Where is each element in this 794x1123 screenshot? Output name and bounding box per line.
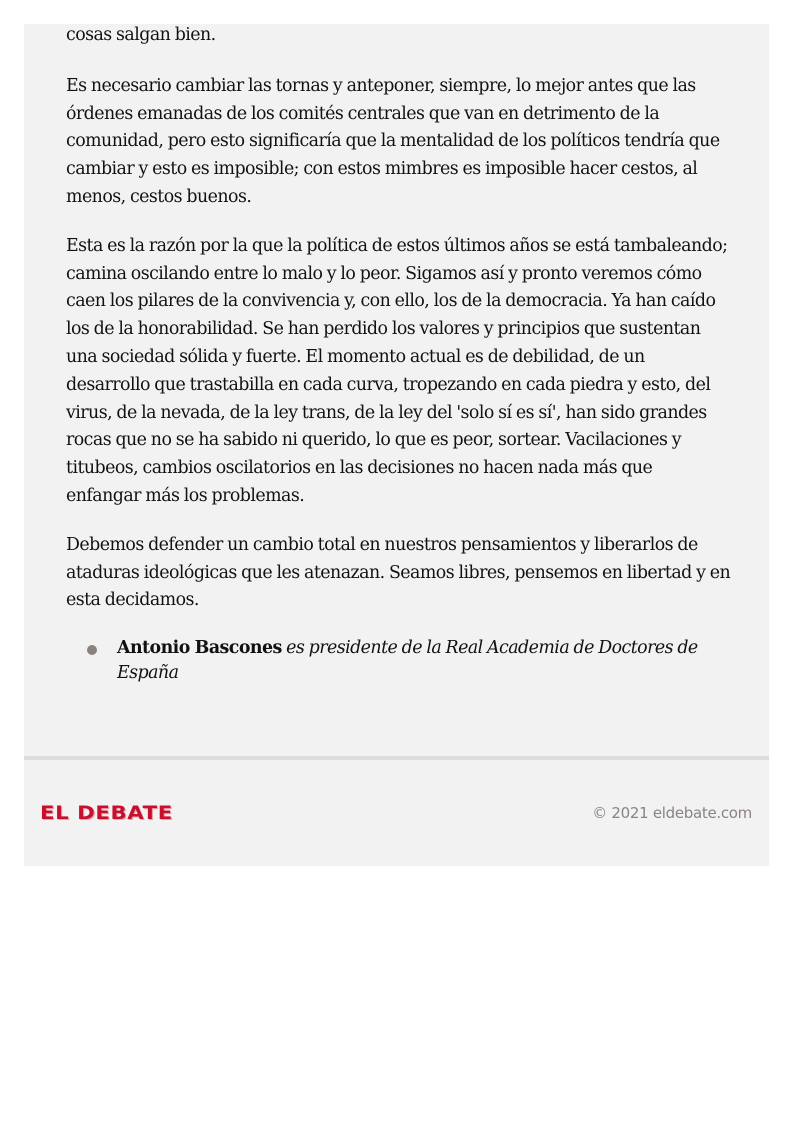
el-debate-logo[interactable]: EL DEBATE — [40, 802, 173, 824]
author-bio — [117, 636, 731, 686]
article-panel — [24, 24, 769, 866]
author-name: Antonio Bascones — [117, 638, 282, 659]
article-paragraph: Es necesario cambiar las tornas y anteponer, siempre, lo mejor antes que las órdenes emanadas de los comités centrales que van en detrimento de la comunidad, pero esto significaría que la mentalidad de los políticos tendría que cambiar y esto es imposible; con estos mimbres es imposible hacer cestos, al menos, cestos buenos. — [66, 75, 720, 207]
article-paragraph: cosas salgan bien. — [66, 25, 216, 45]
author-bio-list — [66, 636, 731, 686]
author-description: es presidente de la Real Academia de Doctores de España — [117, 638, 698, 684]
article-paragraph: Esta es la razón por la que la política de estos últimos años se está tambaleando; camina oscilando entre lo malo y lo peor. Sigamos así y pronto veremos cómo caen los pilares de la convivencia y, con ello, los de la democracia. Ya han caído los de la honorabilidad. Se han perdido los valores y principios que sustentan una sociedad sólida y fuerte. El momento actual es de debilidad, de un desarrollo que trastabilla en cada curva, tropezando en cada piedra y esto, del virus, de la nevada, de la ley trans, de la ley del 'solo sí es sí', han sido grandes rocas que no se ha sabido ni querido, lo que es peor, sortear. Vacilaciones y titubeos, cambios oscilatorios en las decisiones no hacen nada más que enfangar más los problemas. — [66, 235, 728, 506]
article-body — [66, 24, 731, 686]
footer-divider — [24, 756, 769, 760]
bullet-icon — [87, 645, 97, 655]
article-paragraph: Debemos defender un cambio total en nuestros pensamientos y liberarlos de ataduras ideológicas que les atenazan. Seamos libres, pensemos en libertad y en esta decidamos. — [66, 534, 731, 611]
copyright-text: © 2021 eldebate.com — [592, 804, 752, 822]
